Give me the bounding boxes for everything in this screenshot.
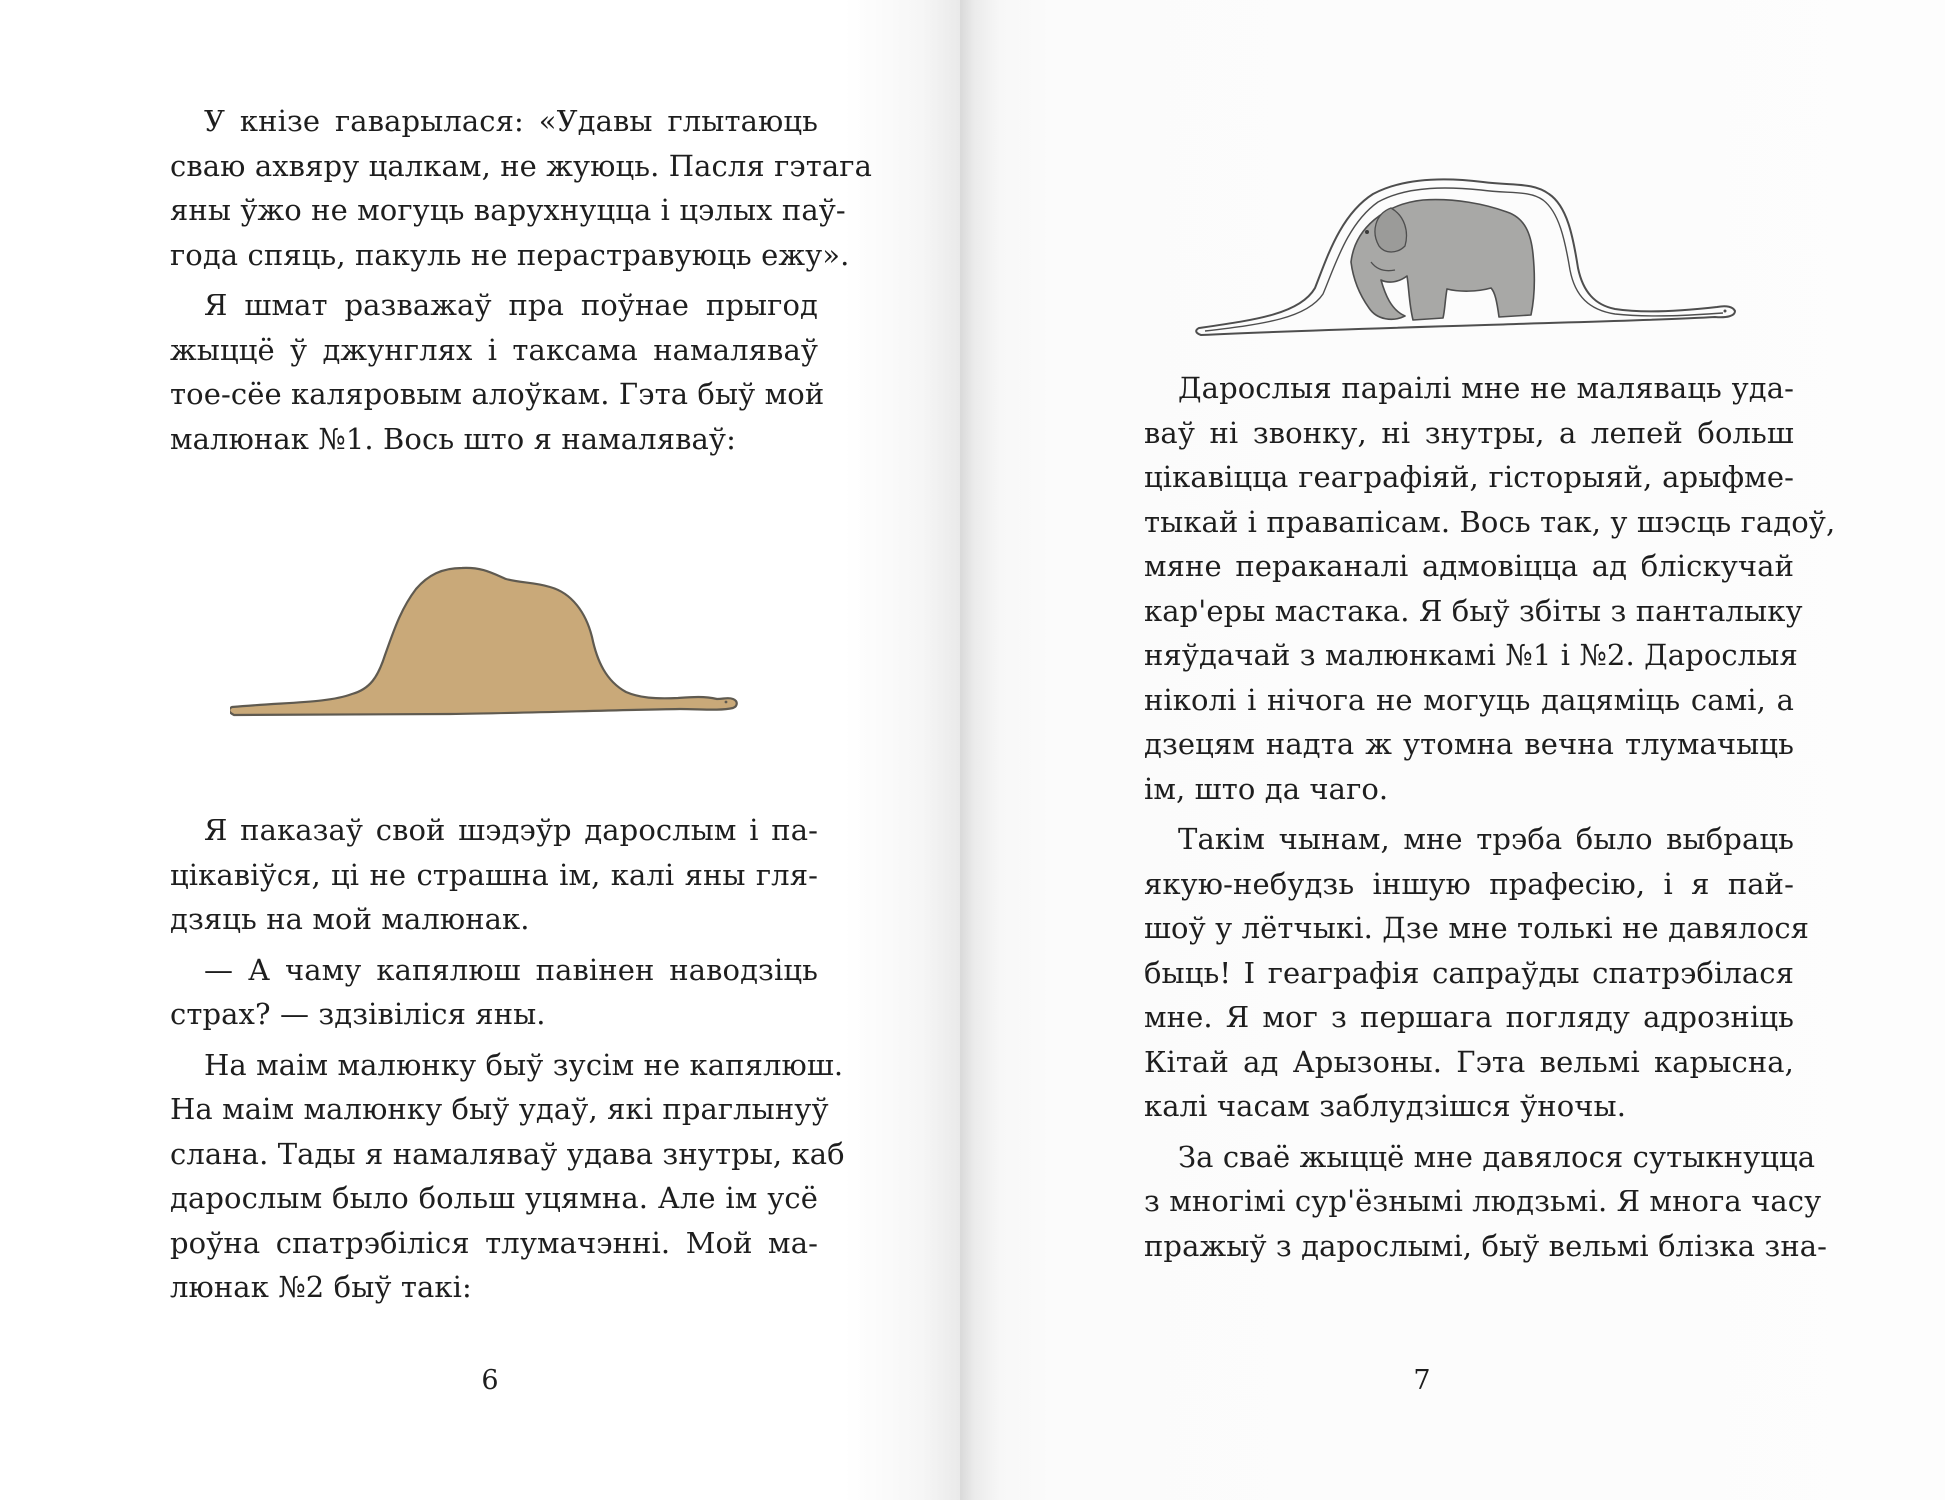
text-line: няўдачай з малюнкамі №1 і №2. Дарослыя	[1144, 638, 1798, 672]
text-line: дарослым было больш уцямна. Але ім усё	[170, 1181, 818, 1215]
text-line: мяне пераканалі адмовіцца ад бліскучай	[1144, 549, 1794, 583]
paragraph	[1144, 1135, 1828, 1269]
paragraph	[170, 283, 825, 461]
text-line: люнак №2 быў такі:	[170, 1270, 472, 1304]
page-number-6: 6	[481, 1365, 499, 1396]
boa-hat-drawing	[230, 555, 770, 725]
paragraph	[170, 99, 872, 277]
text-line: ваў ні звонку, ні знутры, а лепей больш	[1144, 415, 1794, 450]
text-line: жыццё ў джунглях і таксама намаляваў	[170, 332, 818, 367]
text-line: дзяць на мой малюнак.	[170, 902, 530, 936]
elephant-eye	[1365, 230, 1369, 234]
text-line: якую-небудзь іншую прафесію, і я пай-	[1144, 866, 1794, 901]
paragraph	[170, 808, 818, 942]
text-line: з многімі сур'ёзнымі людзьмі. Я многа часу	[1144, 1184, 1822, 1218]
text-line: Я шмат разважаў пра поўнае прыгод	[204, 288, 818, 322]
right-text-block	[1144, 366, 1836, 1274]
text-line: шоў у лётчыкі. Дзе мне толькі не давялося	[1144, 911, 1810, 945]
text-line: — А чаму капялюш павінен наводзіць	[204, 952, 818, 987]
page-number-7: 7	[1413, 1365, 1431, 1396]
text-line: тыкай і правапісам. Вось так, у шэсць гадоў,	[1144, 504, 1836, 539]
right-page	[960, 0, 1945, 1500]
text-line: Такім чынам, мне трэба было выбраць	[1178, 822, 1794, 856]
text-line: страх? — здзівіліся яны.	[170, 997, 546, 1031]
text-line: дзецям надта ж утомна вечна тлумачыць	[1144, 727, 1794, 761]
text-line: тое-сёе каляровым алоўкам. Гэта быў мой	[170, 377, 825, 411]
left-page	[0, 0, 960, 1500]
text-line: цікавіўся, ці не страшна ім, калі яны гля-	[170, 857, 818, 892]
text-line: слана. Тады я намаляваў удава знутры, каб	[170, 1136, 845, 1171]
text-line: У кнізе гаварылася: «Удавы глытаюць	[204, 104, 818, 138]
text-line: На маім малюнку быў зусім не капялюш.	[204, 1047, 844, 1082]
boa-elephant-drawing	[1195, 170, 1755, 345]
text-line: роўна спатрэбіліся тлумачэнні. Мой ма-	[170, 1225, 818, 1260]
boa-eye-2	[1724, 310, 1727, 313]
text-line: года спяць, пакуль не перастравуюць ежу».	[170, 237, 850, 272]
left-text-block-2	[170, 808, 845, 1316]
text-line: На маім малюнку быў удаў, які праглынуў	[170, 1092, 829, 1126]
text-line: быць! І геаграфія сапраўды спатрэбілася	[1144, 955, 1794, 990]
paragraph	[1144, 366, 1836, 811]
text-line: ім, што да чаго.	[1144, 771, 1389, 806]
paragraph	[170, 948, 818, 1037]
paragraph	[1144, 817, 1810, 1129]
text-line: пражыў з дарослымі, быў вельмі блізка зна-	[1144, 1228, 1828, 1263]
text-line: малюнак №1. Вось што я намаляваў:	[170, 421, 736, 456]
text-line: Дарослыя параілі мне не маляваць уда-	[1178, 371, 1794, 405]
text-line: ніколі і нічога не могуць дацяміць самі, а	[1144, 682, 1794, 717]
boa-eye-1	[725, 701, 728, 704]
boa-hat-shape	[230, 568, 737, 715]
text-line: Я паказаў свой шэдэўр дарослым і па-	[204, 813, 818, 847]
text-line: кар'еры мастака. Я быў збіты з панталыку	[1144, 593, 1803, 628]
text-line: цікавіцца геаграфіяй, гісторыяй, арыфме-	[1144, 460, 1794, 494]
text-line: мне. Я мог з першага погляду адрозніць	[1144, 1000, 1794, 1034]
left-text-block-1	[170, 99, 872, 467]
text-line: яны ўжо не могуць варухнуцца і цэлых паў-	[170, 193, 846, 227]
text-line: Кітай ад Арызоны. Гэта вельмі карысна,	[1144, 1044, 1794, 1079]
text-line: За сваё жыццё мне давялося сутыкнуцца	[1178, 1139, 1816, 1174]
drawing-1-boa-hat	[230, 555, 770, 725]
drawing-2-boa-elephant	[1195, 170, 1755, 345]
paragraph	[170, 1043, 845, 1310]
text-line: сваю ахвяру цалкам, не жуюць. Пасля гэтага	[170, 148, 872, 183]
text-line: калі часам заблудзішся ўночы.	[1144, 1089, 1627, 1123]
